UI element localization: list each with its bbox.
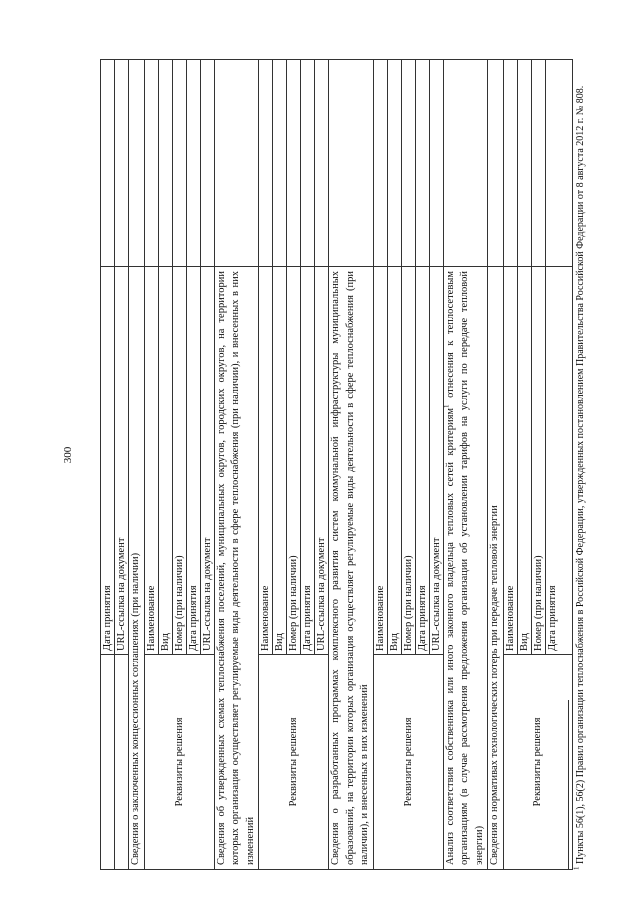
value-cell: [172, 60, 186, 267]
section-header-row: [443, 60, 488, 870]
value-cell: [144, 60, 158, 267]
value-cell: [315, 60, 329, 267]
field-name-cell: Номер (при наличии): [401, 267, 415, 655]
section-title: Сведения об утвержденных схемах теплоснабжения поселений, муниципальных округов, городских округов, на территории которых организация осуществляет регулируемые виды деятельности в сфере теплоснабжения (при наличии), и внесенных в них изменений: [215, 271, 256, 865]
label-cell: [115, 655, 129, 870]
field-name-cell: Вид: [273, 267, 287, 655]
section-title-cell: [443, 267, 488, 870]
value-cell: [200, 60, 214, 267]
group-label-cell: Реквизиты решения: [373, 655, 443, 870]
footnote-reference: 1: [442, 404, 450, 408]
value-cell: [373, 60, 387, 267]
field-name-cell: Номер (при наличии): [172, 267, 186, 655]
value-cell: [129, 60, 145, 267]
field-name-cell: Наименование: [373, 267, 387, 655]
field-name-cell: Дата принятия: [301, 267, 315, 655]
section-title: Сведения о нормативах технологических потерь при передаче тепловой энергии: [489, 505, 500, 865]
value-cell: [401, 60, 415, 267]
value-cell: [429, 60, 443, 267]
disclosure-table: [100, 59, 573, 870]
field-name-cell: Дата принятия: [101, 267, 115, 655]
section-header-row: [129, 60, 145, 870]
value-cell: [214, 60, 259, 267]
group-label-cell: Реквизиты решения: [503, 655, 572, 870]
footnote-text: Пункты 56(1), 56(2) Правил организации теплоснабжения в Российской Федерации, утвержденных постановлением Правительства Российской Федерации от 8 августа 2012 г. № 808.: [575, 85, 586, 867]
field-name-cell: Наименование: [144, 267, 158, 655]
field-name-cell: URL-ссылка на документ: [429, 267, 443, 655]
section-title-cell: [129, 267, 145, 870]
field-name-cell: Номер (при наличии): [287, 267, 301, 655]
value-cell: [488, 60, 504, 267]
field-name-cell: Дата принятия: [186, 267, 200, 655]
field-name-cell: Дата принятия: [545, 267, 572, 655]
field-name-cell: Наименование: [503, 267, 517, 655]
table-row: [101, 60, 115, 870]
section-title-cell: [214, 267, 259, 870]
section-title: Сведения о заключенных концессионных соглашениях (при наличии): [130, 552, 141, 865]
group-label-cell: Реквизиты решения: [259, 655, 329, 870]
section-title-continued: отнесения к теплосетевым организациям (в случае рассмотрения предложения организации об установлении тарифов на услуги по передаче тепловой энергии): [444, 271, 485, 865]
field-name-cell: Вид: [158, 267, 172, 655]
value-cell: [186, 60, 200, 267]
field-name-cell: Вид: [387, 267, 401, 655]
field-name-cell: Дата принятия: [415, 267, 429, 655]
field-name-cell: Номер (при наличии): [531, 267, 545, 655]
value-cell: [287, 60, 301, 267]
table-row: [144, 60, 158, 870]
value-cell: [115, 60, 129, 267]
footnote-divider: [568, 700, 569, 870]
footnote-mark: 1: [572, 866, 581, 870]
section-title: Анализ соответствия собственника или иного законного владельца тепловых сетей критериям: [444, 407, 456, 865]
table-row: [115, 60, 129, 870]
value-cell: [545, 60, 572, 267]
page-number: 300: [62, 446, 74, 464]
section-title-cell: [488, 267, 504, 870]
section-header-row: [329, 60, 374, 870]
value-cell: [301, 60, 315, 267]
table-row: [259, 60, 273, 870]
field-name-cell: URL-ссылка на документ: [115, 267, 129, 655]
value-cell: [443, 60, 488, 267]
value-cell: [259, 60, 273, 267]
value-cell: [273, 60, 287, 267]
group-label-cell: Реквизиты решения: [144, 655, 214, 870]
section-header-row: [488, 60, 504, 870]
field-name-cell: Вид: [517, 267, 531, 655]
value-cell: [329, 60, 374, 267]
table-row: [373, 60, 387, 870]
value-cell: [101, 60, 115, 267]
value-cell: [387, 60, 401, 267]
value-cell: [531, 60, 545, 267]
section-title: Сведения о разработанных программах комплексного развития систем коммунальной инфраструктуры муниципальных образований, на территории которых организация осуществляет регулируемые виды деятельности в сфере теплоснабжения (при наличии), и внесенных в них изменений: [330, 271, 370, 865]
value-cell: [158, 60, 172, 267]
field-name-cell: URL-ссылка на документ: [200, 267, 214, 655]
value-cell: [415, 60, 429, 267]
field-name-cell: URL-ссылка на документ: [315, 267, 329, 655]
section-title-cell: [329, 267, 374, 870]
label-cell: [101, 655, 115, 870]
section-header-row: [214, 60, 259, 870]
footnote: [574, 70, 587, 870]
value-cell: [503, 60, 517, 267]
field-name-cell: Наименование: [259, 267, 273, 655]
value-cell: [517, 60, 531, 267]
table-row: [503, 60, 517, 870]
